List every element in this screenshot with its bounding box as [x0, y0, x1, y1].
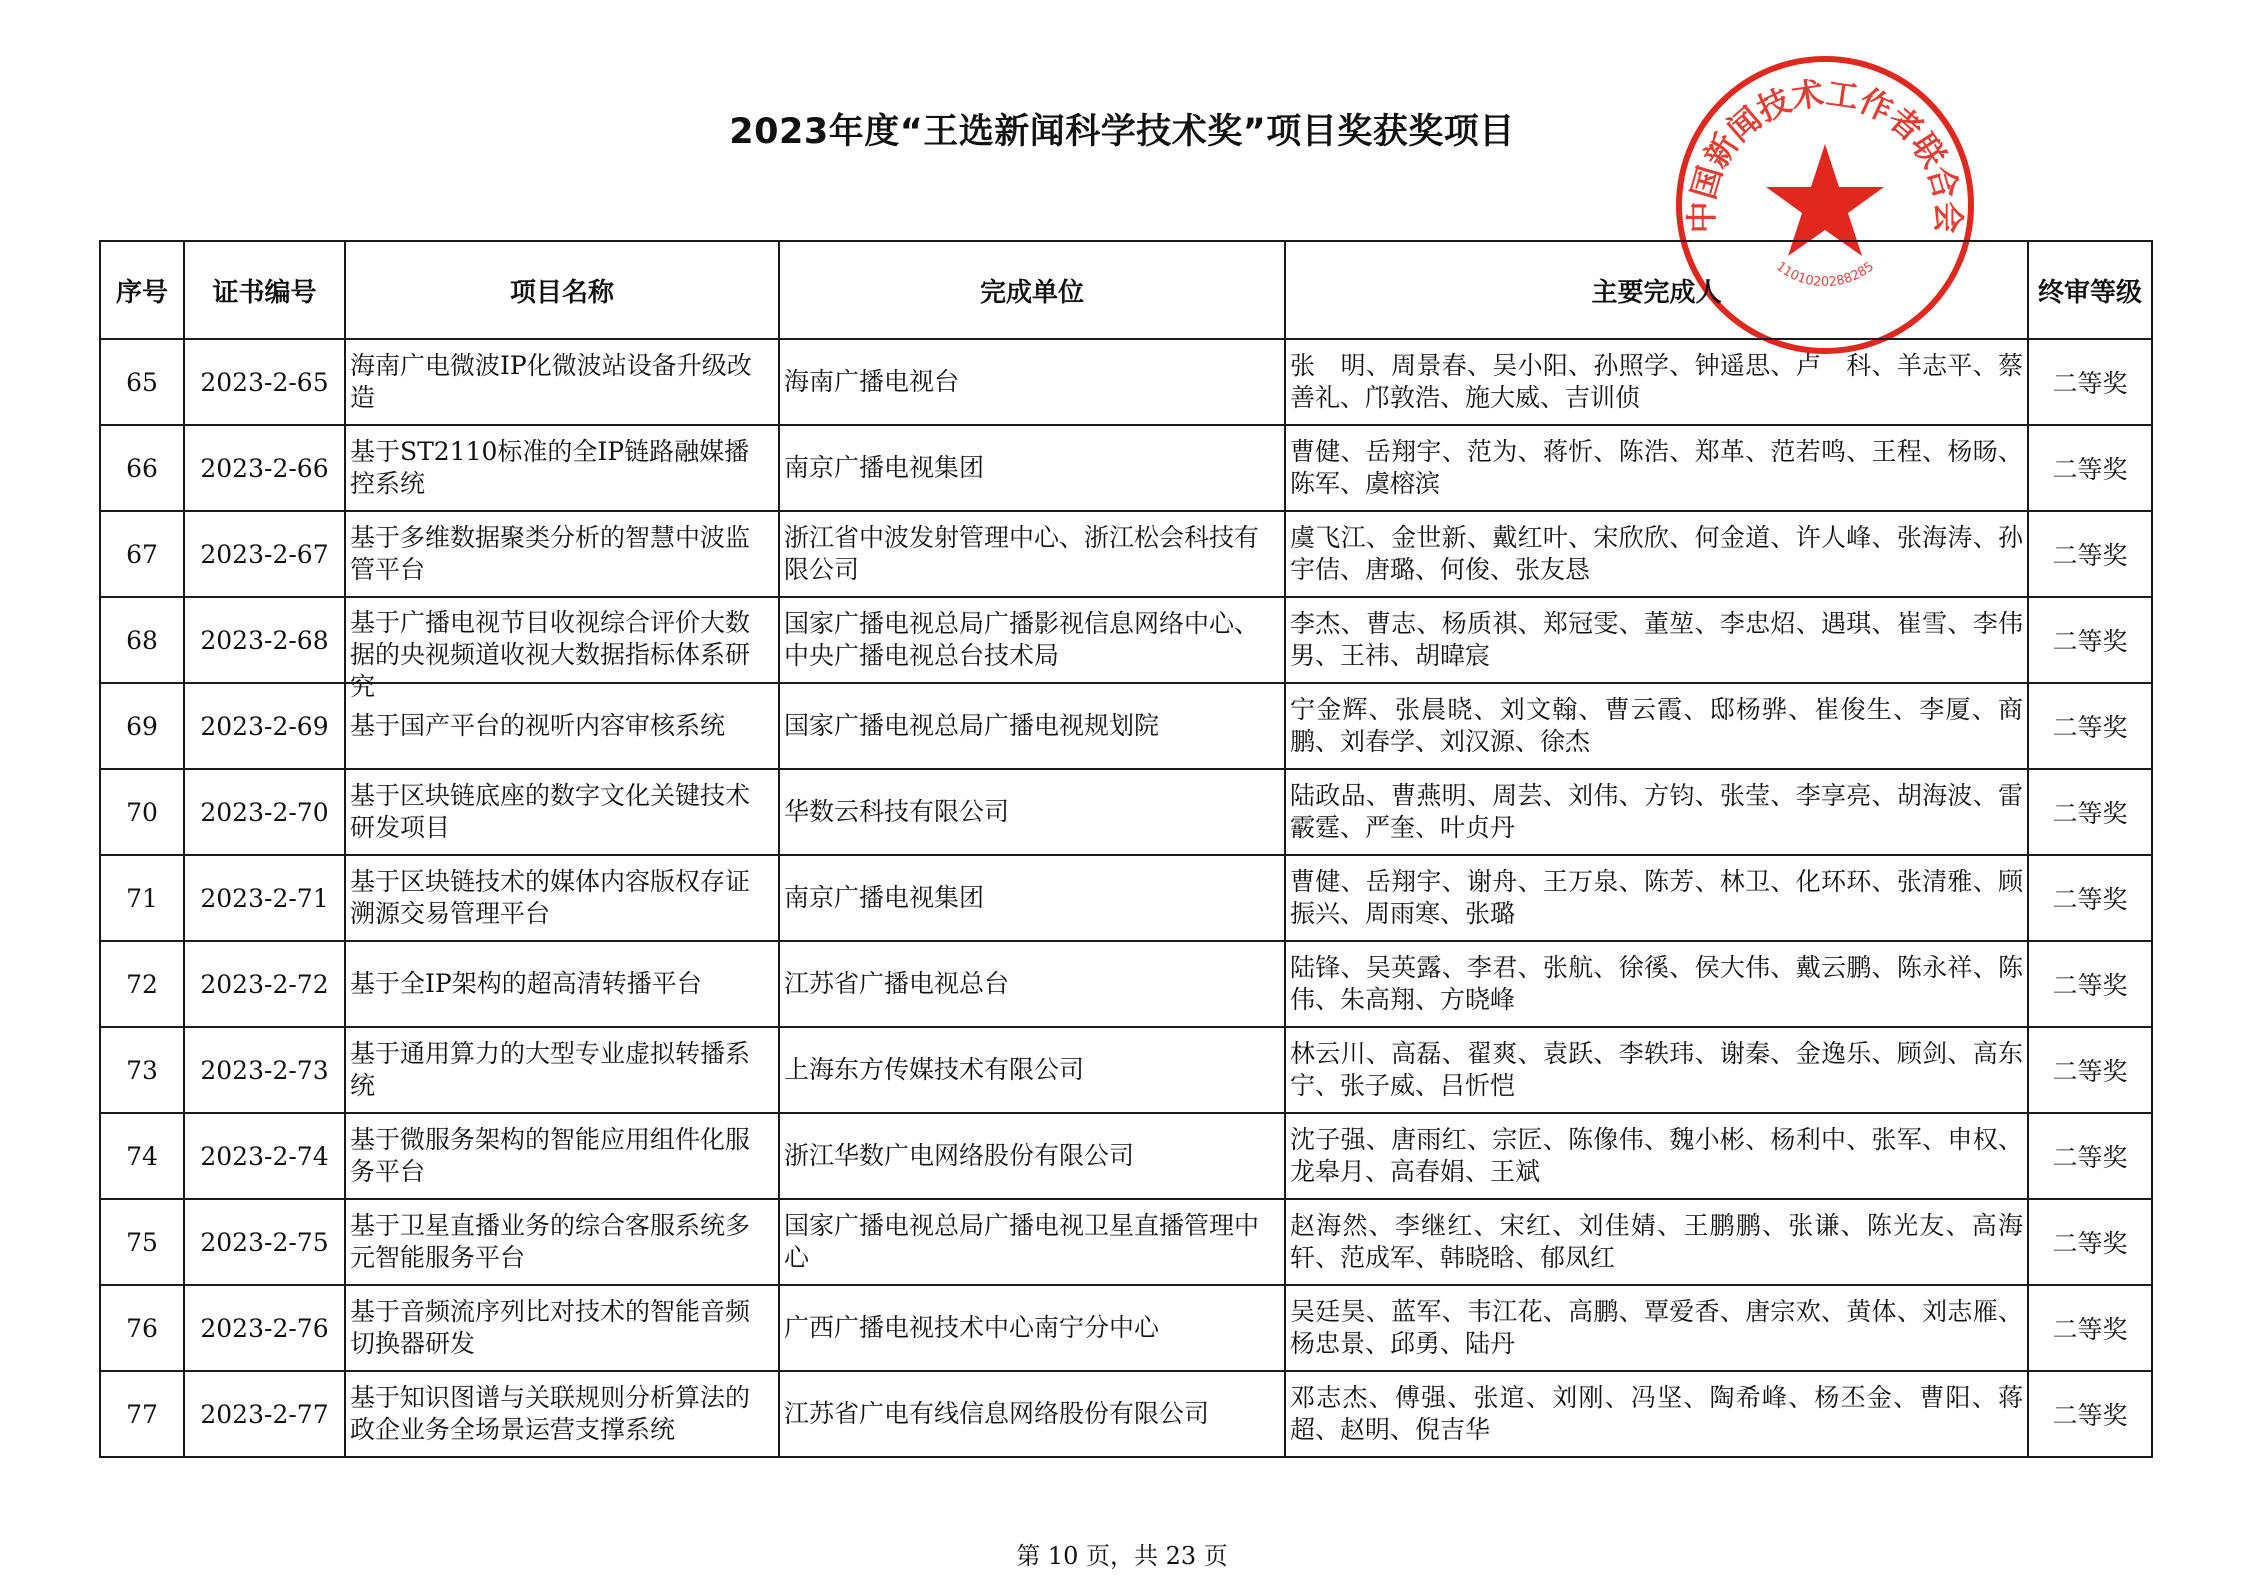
cell-project-name [345, 1199, 779, 1285]
cell-cert: 2023-2-73 [184, 1027, 345, 1113]
cell-project-name [345, 683, 779, 769]
cell-grade: 二等奖 [2028, 1199, 2152, 1285]
cell-project-name-text: 基于ST2110标准的全IP链路融媒播控系统 [350, 437, 750, 498]
cell-people [1285, 1285, 2028, 1371]
cell-unit [779, 1199, 1285, 1285]
header-unit: 完成单位 [779, 241, 1285, 339]
cell-people [1285, 597, 2028, 683]
cell-grade: 二等奖 [2028, 1371, 2152, 1457]
cell-grade: 二等奖 [2028, 597, 2152, 683]
cell-people [1285, 1027, 2028, 1113]
cell-people [1285, 769, 2028, 855]
cell-cert: 2023-2-66 [184, 425, 345, 511]
cell-unit [779, 769, 1285, 855]
cell-unit-text: 浙江省中波发射管理中心、浙江松会科技有限公司 [784, 523, 1260, 584]
cell-project-name [345, 1113, 779, 1199]
cell-project-name-text: 基于通用算力的大型专业虚拟转播系统 [350, 1039, 751, 1100]
table-row [100, 941, 2152, 1027]
cell-cert: 2023-2-70 [184, 769, 345, 855]
cell-unit-text: 江苏省广电有线信息网络股份有限公司 [784, 1399, 1210, 1428]
cell-num: 70 [100, 769, 184, 855]
cell-project-name [345, 425, 779, 511]
cell-people [1285, 339, 2028, 425]
table-row [100, 339, 2152, 425]
cell-project-name-text: 基于全IP架构的超高清转播平台 [350, 969, 702, 998]
cell-grade: 二等奖 [2028, 855, 2152, 941]
table-row [100, 1027, 2152, 1113]
cell-unit [779, 941, 1285, 1027]
cell-num: 71 [100, 855, 184, 941]
header-cert: 证书编号 [184, 241, 345, 339]
table-row [100, 1199, 2152, 1285]
cell-cert: 2023-2-68 [184, 597, 345, 683]
table-body [100, 339, 2152, 1457]
cell-people-text: 虞飞江、金世新、戴红叶、宋欣欣、何金道、许人峰、张海涛、孙宇佶、唐璐、何俊、张友恳 [1290, 523, 2023, 584]
header-grade: 终审等级 [2028, 241, 2152, 339]
cell-num: 73 [100, 1027, 184, 1113]
cell-unit [779, 1027, 1285, 1113]
header-people: 主要完成人 [1285, 241, 2028, 339]
cell-people [1285, 1113, 2028, 1199]
cell-people-text: 曹健、岳翔宇、谢舟、王万泉、陈芳、林卫、化环环、张清雅、顾振兴、周雨寒、张璐 [1290, 867, 2023, 928]
cell-people [1285, 511, 2028, 597]
cell-people [1285, 1371, 2028, 1457]
cell-cert: 2023-2-74 [184, 1113, 345, 1199]
cell-cert: 2023-2-77 [184, 1371, 345, 1457]
cell-unit [779, 597, 1285, 683]
cell-unit-text: 华数云科技有限公司 [784, 797, 1010, 826]
table-row [100, 1113, 2152, 1199]
table-row [100, 1371, 2152, 1457]
cell-cert: 2023-2-72 [184, 941, 345, 1027]
cell-cert: 2023-2-75 [184, 1199, 345, 1285]
cell-project-name-text: 基于国产平台的视听内容审核系统 [350, 711, 726, 740]
page-title: 2023年度“王选新闻科学技术奖”项目奖获奖项目 [729, 112, 1515, 152]
cell-people [1285, 941, 2028, 1027]
cell-unit-text: 南京广播电视集团 [784, 883, 985, 912]
cell-grade: 二等奖 [2028, 1113, 2152, 1199]
cell-people-text: 邓志杰、傅强、张逭、刘刚、冯坚、陶希峰、杨丕金、曹阳、蒋超、赵明、倪吉华 [1290, 1383, 2023, 1444]
cell-cert: 2023-2-71 [184, 855, 345, 941]
cell-unit [779, 339, 1285, 425]
cell-people-text: 曹健、岳翔宇、范为、蒋忻、陈浩、郑革、范若鸣、王程、杨旸、陈军、虞榕滨 [1290, 437, 2023, 498]
cell-people-text: 陆政品、曹燕明、周芸、刘伟、方钧、张莹、李享亮、胡海波、雷霰霆、严奎、叶贞丹 [1290, 781, 2023, 842]
cell-unit-text: 广西广播电视技术中心南宁分中心 [784, 1313, 1160, 1342]
cell-people-text: 沈子强、唐雨红、宗匠、陈像伟、魏小彬、杨利中、张军、申权、龙皋月、高春娟、王斌 [1290, 1125, 2023, 1186]
cell-grade: 二等奖 [2028, 425, 2152, 511]
cell-project-name-text: 基于多维数据聚类分析的智慧中波监管平台 [350, 523, 751, 584]
cell-grade: 二等奖 [2028, 339, 2152, 425]
cell-grade: 二等奖 [2028, 1027, 2152, 1113]
cell-grade: 二等奖 [2028, 683, 2152, 769]
cell-unit [779, 1371, 1285, 1457]
cell-num: 75 [100, 1199, 184, 1285]
cell-unit [779, 855, 1285, 941]
cell-people-text: 陆锋、吴英露、李君、张航、徐徯、侯大伟、戴云鹏、陈永祥、陈伟、朱高翔、方晓峰 [1290, 953, 2023, 1014]
cell-num: 72 [100, 941, 184, 1027]
cell-people-text: 张 明、周景春、吴小阳、孙照学、钟遥思、卢 科、羊志平、蔡善礼、邝敦浩、施大威、吉训侦 [1290, 351, 2023, 412]
table-row [100, 1285, 2152, 1371]
cell-unit [779, 1113, 1285, 1199]
cell-unit [779, 683, 1285, 769]
cell-people [1285, 1199, 2028, 1285]
awards-table [99, 240, 2153, 1458]
seal-code: 1101020288285 [1773, 259, 1877, 291]
cell-num: 74 [100, 1113, 184, 1199]
cell-unit-text: 国家广播电视总局广播电视卫星直播管理中心 [784, 1211, 1260, 1272]
cell-people [1285, 683, 2028, 769]
cell-project-name-text: 海南广电微波IP化微波站设备升级改造 [350, 351, 752, 412]
cell-people-text: 赵海然、李继红、宋红、刘佳婧、王鹏鹏、张谦、陈光友、高海轩、范成军、韩晓晗、郁凤红 [1290, 1211, 2023, 1272]
header-name: 项目名称 [345, 241, 779, 339]
table-header-row [100, 241, 2152, 339]
cell-people-text: 吴廷昊、蓝军、韦江花、高鹏、覃爱香、唐宗欢、黄体、刘志雁、杨忠景、邱勇、陆丹 [1290, 1297, 2023, 1358]
cell-unit-text: 国家广播电视总局广播电视规划院 [784, 711, 1160, 740]
cell-cert: 2023-2-65 [184, 339, 345, 425]
cell-num: 65 [100, 339, 184, 425]
cell-cert: 2023-2-76 [184, 1285, 345, 1371]
cell-unit-text: 江苏省广播电视总台 [784, 969, 1010, 998]
cell-grade: 二等奖 [2028, 1285, 2152, 1371]
table-row [100, 511, 2152, 597]
table-row [100, 683, 2152, 769]
cell-people-text: 宁金辉、张晨晓、刘文翰、曹云霞、邸杨骅、崔俊生、李厦、商鹏、刘春学、刘汉源、徐杰 [1290, 695, 2023, 756]
header-num: 序号 [100, 241, 184, 339]
cell-project-name [345, 1371, 779, 1457]
cell-project-name-text: 基于卫星直播业务的综合客服系统多元智能服务平台 [350, 1211, 751, 1272]
cell-num: 76 [100, 1285, 184, 1371]
cell-project-name [345, 941, 779, 1027]
cell-project-name-text: 基于音频流序列比对技术的智能音频切换器研发 [350, 1297, 751, 1358]
cell-num: 68 [100, 597, 184, 683]
seal-text: 中国新闻技术工作者联合会 [1682, 74, 1968, 234]
cell-project-name-text: 基于区块链底座的数字文化关键技术研发项目 [350, 781, 751, 842]
cell-people-text: 林云川、高磊、翟爽、袁跃、李轶玮、谢秦、金逸乐、顾剑、高东宁、张子威、吕忻恺 [1290, 1039, 2023, 1100]
cell-unit-text: 浙江华数广电网络股份有限公司 [784, 1141, 1135, 1170]
cell-grade: 二等奖 [2028, 941, 2152, 1027]
cell-num: 69 [100, 683, 184, 769]
cell-project-name-text: 基于知识图谱与关联规则分析算法的政企业务全场景运营支撑系统 [350, 1383, 751, 1444]
cell-people-text: 李杰、曹志、杨质祺、郑冠雯、董堃、李忠炤、遇琪、崔雪、李伟男、王祎、胡暐宸 [1290, 609, 2023, 670]
cell-project-name [345, 1027, 779, 1113]
table-row [100, 425, 2152, 511]
cell-unit-text: 上海东方传媒技术有限公司 [784, 1055, 1085, 1084]
cell-cert: 2023-2-69 [184, 683, 345, 769]
cell-cert: 2023-2-67 [184, 511, 345, 597]
cell-project-name [345, 339, 779, 425]
table-row [100, 769, 2152, 855]
cell-num: 67 [100, 511, 184, 597]
cell-grade: 二等奖 [2028, 769, 2152, 855]
cell-unit-text: 海南广播电视台 [784, 367, 960, 396]
cell-project-name [345, 855, 779, 941]
cell-unit [779, 425, 1285, 511]
cell-project-name [345, 769, 779, 855]
cell-project-name-text: 基于区块链技术的媒体内容版权存证溯源交易管理平台 [350, 867, 751, 928]
cell-project-name-text: 基于广播电视节目收视综合评价大数据的央视频道收视大数据指标体系研究 [350, 608, 751, 701]
cell-project-name [345, 1285, 779, 1371]
cell-unit [779, 511, 1285, 597]
cell-unit [779, 1285, 1285, 1371]
table-row [100, 855, 2152, 941]
page-footer: 第 10 页，共 23 页 [1016, 1542, 1228, 1570]
cell-people [1285, 855, 2028, 941]
cell-unit-text: 南京广播电视集团 [784, 453, 985, 482]
cell-project-name [345, 511, 779, 597]
cell-num: 66 [100, 425, 184, 511]
cell-grade: 二等奖 [2028, 511, 2152, 597]
cell-project-name [345, 597, 779, 701]
cell-num: 77 [100, 1371, 184, 1457]
cell-project-name-text: 基于微服务架构的智能应用组件化服务平台 [350, 1125, 751, 1186]
table-row [100, 597, 2152, 683]
cell-unit-text: 国家广播电视总局广播影视信息网络中心、中央广播电视总台技术局 [784, 609, 1260, 670]
cell-people [1285, 425, 2028, 511]
